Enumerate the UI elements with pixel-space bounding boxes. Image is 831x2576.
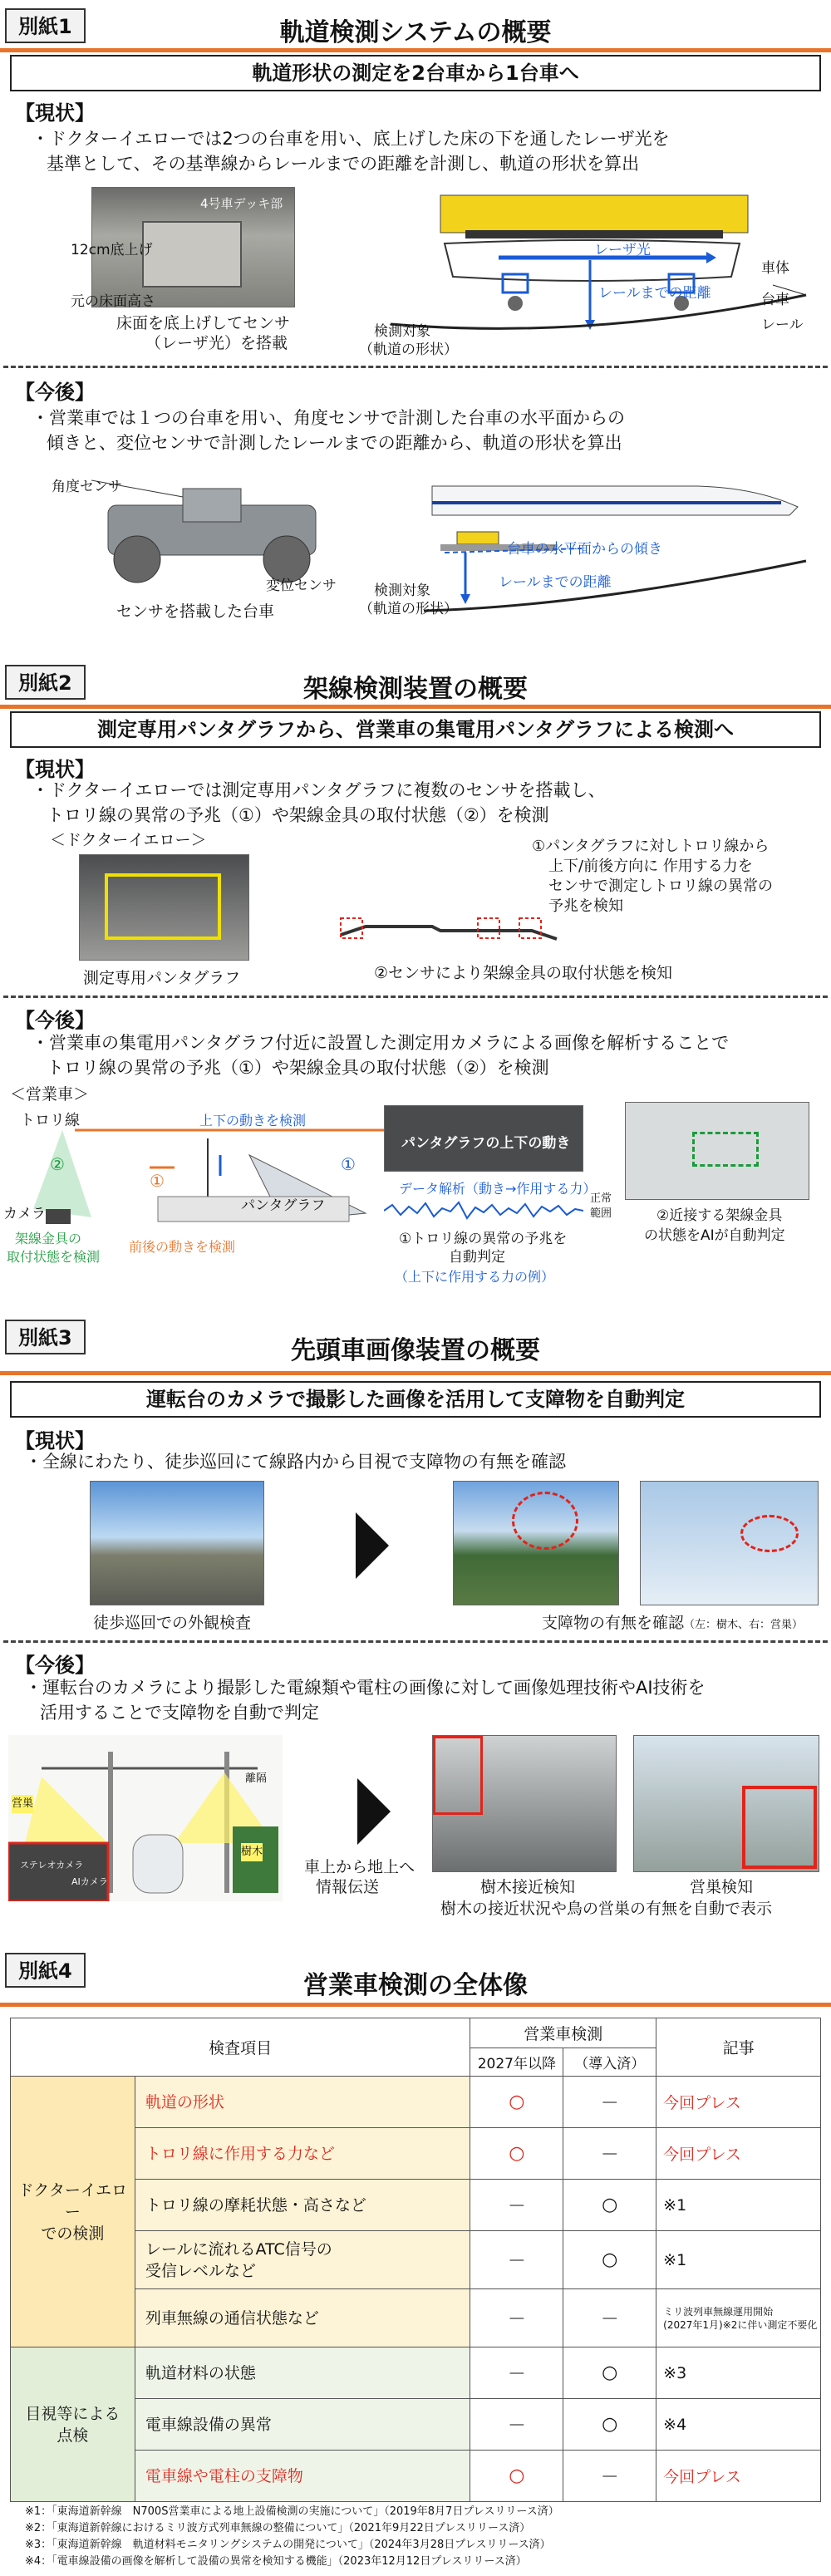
transmit-label: 情報伝送: [316, 1878, 380, 1896]
footnote: ※2：「東海道新幹線におけるミリ波方式列車無線の整備について」（2021年9月22日プレスリリース済）: [25, 2522, 531, 2534]
now-label: 【現状】: [15, 101, 95, 125]
footnote: ※4：「電車線設備の画像を解析して設備の異常を検知する機能」（2023年12月12日プレスリリース済）: [25, 2555, 527, 2568]
item-cell: トロリ線に作用する力など: [135, 2128, 470, 2180]
section-4: [0, 1944, 831, 2576]
section-1: [0, 0, 831, 640]
displacement-sensor-label: 変位センサ: [266, 578, 337, 594]
target-label: 検測対象: [374, 583, 430, 599]
status-cell: －: [470, 2399, 563, 2451]
status-cell: ○: [563, 2180, 656, 2231]
result-1: （上下に作用する力の例）: [395, 1269, 555, 1285]
graph-title: パンタグラフの上下の動き: [401, 1135, 571, 1152]
header-group: 営業車検測: [470, 2018, 656, 2048]
eigyo-label: ＜営業車＞: [10, 1085, 90, 1104]
section-tag: 別紙3: [5, 1320, 86, 1354]
frontback-label: 前後の動きを検測: [129, 1239, 236, 1255]
future-text: トロリ線の異常の予兆（①）や架線金具の取付状態（②）を検測: [47, 1058, 549, 1078]
patrol-photo: [90, 1481, 264, 1605]
note-cell: ※3: [656, 2347, 821, 2399]
normal-label: 範囲: [590, 1207, 612, 1220]
section-tag: 別紙4: [5, 1953, 86, 1988]
table-row: [11, 2347, 821, 2399]
note-cell: ※1: [656, 2180, 821, 2231]
future-label: 【今後】: [15, 1009, 95, 1032]
detection-result: 樹木の接近状況や鳥の営巣の有無を自動で表示: [440, 1900, 773, 1918]
photo-label: 4号車デッキ部: [200, 196, 283, 211]
result-1: 自動判定: [449, 1249, 505, 1266]
kanagu-photo: [625, 1102, 809, 1200]
divider: [3, 1640, 828, 1643]
target-label: （軌道の形状）: [359, 342, 458, 358]
future-text: 活用することで支障物を自動で判定: [40, 1703, 319, 1723]
now-text: トロリ線の異常の予兆（①）や架線金具の取付状態（②）を検測: [47, 805, 549, 825]
status-cell: －: [470, 2180, 563, 2231]
header-introduced: （導入済）: [563, 2048, 656, 2077]
photo-caption: 床面を底上げしてセンサ: [116, 314, 291, 332]
table-row: [11, 2077, 821, 2128]
status-cell: ○: [470, 2077, 563, 2128]
section-title: 先頭車画像装置の概要: [291, 1336, 540, 1365]
pantograph-diagram: [332, 889, 565, 956]
section-band: 測定専用パンタグラフから、営業車の集電用パンタグラフによる検測へ: [10, 711, 821, 748]
clearance-label: 離隔: [245, 1772, 268, 1785]
status-cell: －: [470, 2289, 563, 2347]
nest-label: 営巣: [12, 1795, 33, 1813]
status-cell: －: [563, 2289, 656, 2347]
now-text: ・ドクターイエローでは測定専用パンタグラフに複数のセンサを搭載し、: [32, 780, 606, 800]
normal-label: 正常: [590, 1192, 612, 1205]
obstacle-caption-main: 支障物の有無を確認: [542, 1614, 685, 1632]
now-text: ・ドクターイエローでは2つの台車を用い、底上げした床の下を通したレーザ光を: [32, 129, 670, 149]
trolley-label: トロリ線: [20, 1112, 80, 1129]
nest-detection-image: [633, 1735, 819, 1872]
angle-sensor-label: 角度センサ: [52, 479, 122, 495]
item-cell: 列車無線の通信状態など: [135, 2289, 470, 2347]
note-cell: ミリ波列車無線運用開始 (2027年1月)※2に伴い測定不要化: [656, 2289, 821, 2347]
result-1: ①トロリ線の異常の予兆を: [399, 1231, 568, 1247]
status-cell: ○: [563, 2231, 656, 2289]
note-2: ②センサにより架線金具の取付状態を検知: [374, 964, 673, 982]
camera-label: カメラ: [3, 1206, 46, 1222]
note-cell: 今回プレス: [656, 2451, 821, 2502]
photo-caption: （レーザ光）を搭載: [145, 334, 288, 352]
result-2: ②近接する架線金具: [656, 1207, 783, 1224]
arrow-icon: [356, 1512, 389, 1579]
pantograph-label: パンタグラフ: [241, 1197, 326, 1214]
marker: ①: [150, 1171, 165, 1191]
note-cell: ※4: [656, 2399, 821, 2451]
status-cell: ○: [563, 2347, 656, 2399]
item-cell: 電車線設備の異常: [135, 2399, 470, 2451]
status-cell: －: [563, 2128, 656, 2180]
updown-label: 上下の動きを検測: [199, 1113, 307, 1128]
status-cell: －: [470, 2347, 563, 2399]
header-2027: 2027年以降: [470, 2048, 563, 2077]
inspection-table: [10, 2018, 821, 2502]
future-text: ・運転台のカメラにより撮影した電線類や電柱の画像に対して画像処理技術やAI技術を: [25, 1678, 706, 1698]
future-label: 【今後】: [15, 1654, 95, 1677]
tree-detection-caption: 樹木接近検知: [480, 1878, 576, 1896]
note-1: センサで測定しトロリ線の異常の: [548, 878, 773, 895]
floor-label: 元の床面高さ: [71, 293, 155, 310]
status-cell: ○: [563, 2399, 656, 2451]
motion-graph: [384, 1105, 583, 1172]
section-tag: 別紙2: [5, 665, 86, 700]
section-band: 運転台のカメラで撮影した画像を活用して支障物を自動判定: [10, 1381, 821, 1418]
status-cell: －: [563, 2077, 656, 2128]
bogie-caption: センサを搭載した台車: [116, 602, 275, 621]
pantograph-caption: 測定専用パンタグラフ: [83, 969, 241, 987]
dy-label: ＜ドクターイエロー＞: [50, 831, 207, 849]
force-wave: [384, 1198, 583, 1223]
status-cell: －: [563, 2451, 656, 2502]
pantograph-photo: [79, 854, 249, 961]
group-cell: 目視等による 点検: [11, 2347, 135, 2502]
tree-label: 樹木: [241, 1843, 263, 1861]
kanagu-label: 架線金具の: [15, 1231, 82, 1246]
title-rule: [0, 705, 831, 709]
obstacle-caption-sub: （左：樹木、右：営巣）: [684, 1619, 804, 1631]
note-1: 上下/前後方向に 作用する力を: [548, 858, 753, 875]
section-title: 軌道検測システムの概要: [279, 18, 552, 47]
section-3: [0, 1305, 831, 1936]
status-cell: ○: [470, 2451, 563, 2502]
status-cell: －: [470, 2231, 563, 2289]
analysis-label: データ解析（動き→作用する力）: [399, 1181, 597, 1197]
ai-camera-label: AIカメラ: [71, 1876, 108, 1887]
obstacle-caption: [542, 1614, 803, 1635]
item-cell: レールに流れるATC信号の 受信レベルなど: [135, 2231, 470, 2289]
divider: [3, 366, 828, 368]
title-rule: [0, 1371, 831, 1375]
note-cell: 今回プレス: [656, 2128, 821, 2180]
note-1: ①パンタグラフに対しトロリ線から: [532, 838, 770, 855]
cab-camera-illustration: [8, 1735, 283, 1901]
rail-distance-label: レールまでの距離: [499, 574, 612, 591]
now-label: 【現状】: [15, 1429, 95, 1453]
arrow-icon: [357, 1778, 391, 1845]
section-tag: 別紙1: [5, 8, 86, 43]
header-note: 記事: [656, 2018, 821, 2077]
item-cell: トロリ線の摩耗状態・高さなど: [135, 2180, 470, 2231]
now-label: 【現状】: [15, 758, 95, 781]
laser-label: レーザ光: [594, 242, 651, 258]
nest-photo: [640, 1481, 819, 1605]
marker: ①: [341, 1154, 356, 1174]
marker: ②: [50, 1154, 65, 1174]
nest-detection-caption: 営巣検知: [690, 1878, 754, 1896]
body-label: 車体: [761, 260, 789, 277]
footnote: ※1：「東海道新幹線 N700S営業車による地上設備検測の実施について」（2019年8月7日プレスリリース済）: [25, 2505, 559, 2518]
rail-distance-label: レールまでの距離: [598, 285, 711, 302]
tree-photo: [453, 1481, 619, 1605]
rail-label: レール: [761, 317, 804, 333]
patrol-caption: 徒歩巡回での外観検査: [93, 1614, 252, 1632]
transmit-label: 車上から地上へ: [304, 1858, 416, 1876]
lift-label: 12cm底上げ: [71, 242, 153, 258]
bogie-label: 台車: [761, 292, 789, 308]
note-cell: ※1: [656, 2231, 821, 2289]
group-cell: ドクターイエロー での検測: [11, 2077, 135, 2347]
future-text: ・営業車では１つの台車を用い、角度センサで計測した台車の水平面からの: [32, 408, 625, 428]
divider: [3, 995, 828, 998]
tree-detection-image: [432, 1735, 617, 1872]
item-cell: 軌道の形状: [135, 2077, 470, 2128]
target-label: （軌道の形状）: [359, 601, 458, 617]
kanagu-label: 取付状態を検測: [7, 1249, 101, 1265]
future-text: 傾きと、変位センサで計測したレールまでの距離から、軌道の形状を算出: [47, 433, 622, 453]
status-cell: ○: [470, 2128, 563, 2180]
header-item: 検査項目: [11, 2018, 470, 2077]
note-cell: 今回プレス: [656, 2077, 821, 2128]
now-text: 基準として、その基準線からレールまでの距離を計測し、軌道の形状を算出: [47, 154, 640, 174]
title-rule: [0, 2003, 831, 2007]
section-title: 営業車検測の全体像: [303, 1971, 528, 2000]
tilt-label: 台車の水平面からの傾き: [507, 541, 662, 558]
title-rule: [0, 48, 831, 52]
footnote: ※3：「東海道新幹線 軌道材料モニタリングシステムの開発について」（2024年3月28日プレスリリース済）: [25, 2539, 551, 2551]
section-title: 架線検測装置の概要: [303, 675, 528, 704]
section-band: 軌道形状の測定を2台車から1台車へ: [10, 55, 821, 91]
future-label: 【今後】: [15, 381, 95, 404]
future-text: ・営業車の集電用パンタグラフ付近に設置した測定用カメラによる画像を解析することで: [32, 1033, 730, 1053]
note-1: 予兆を検知: [548, 897, 623, 915]
result-2: の状態をAIが自動判定: [644, 1227, 785, 1244]
item-cell: 電車線や電柱の支障物: [135, 2451, 470, 2502]
stereo-camera-label: ステレオカメラ: [20, 1860, 84, 1871]
section-2: [0, 656, 831, 1296]
now-text: ・全線にわたり、徒歩巡回にて線路内から目視で支障物の有無を確認: [25, 1452, 566, 1472]
item-cell: 軌道材料の状態: [135, 2347, 470, 2399]
target-label: 検測対象: [374, 323, 430, 340]
